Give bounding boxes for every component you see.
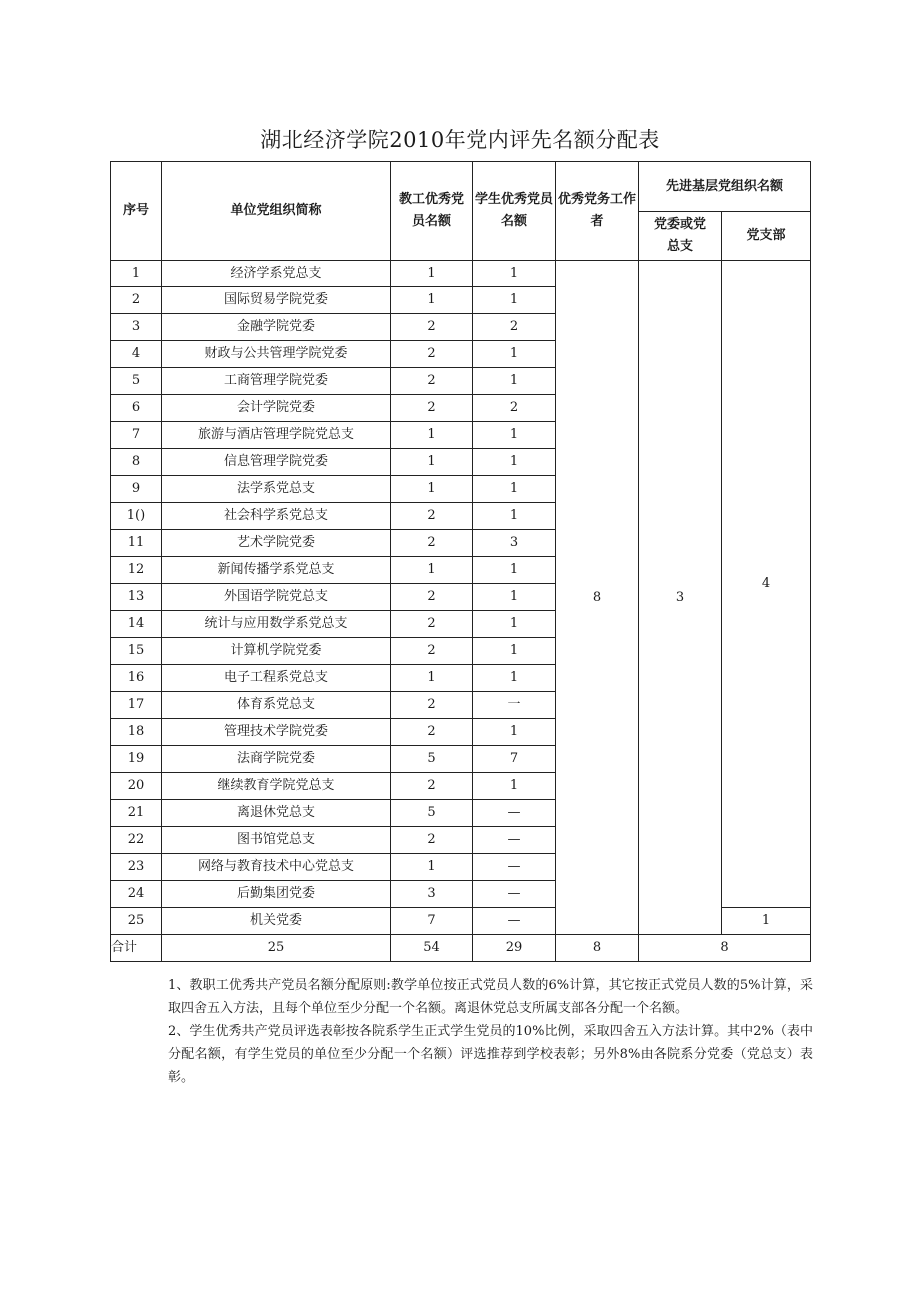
cell-unit: 经济学系党总支 xyxy=(162,261,391,287)
cell-faculty: 1 xyxy=(391,557,473,584)
cell-seq: 22 xyxy=(111,827,162,854)
cell-unit: 信息管理学院党委 xyxy=(162,449,391,476)
cell-student: 1 xyxy=(473,638,556,665)
cell-student: 1 xyxy=(473,665,556,692)
cell-faculty: 1 xyxy=(391,422,473,449)
total-advanced: 8 xyxy=(639,935,811,962)
total-worker: 8 xyxy=(556,935,639,962)
cell-unit: 法商学院党委 xyxy=(162,746,391,773)
cell-faculty: 3 xyxy=(391,881,473,908)
cell-seq: 23 xyxy=(111,854,162,881)
cell-seq: 3 xyxy=(111,314,162,341)
cell-seq: 2 xyxy=(111,287,162,314)
cell-unit: 艺术学院党委 xyxy=(162,530,391,557)
cell-faculty: 2 xyxy=(391,368,473,395)
cell-faculty: 2 xyxy=(391,638,473,665)
cell-student: 3 xyxy=(473,530,556,557)
cell-unit: 旅游与酒店管理学院党总支 xyxy=(162,422,391,449)
total-faculty: 54 xyxy=(391,935,473,962)
total-student: 29 xyxy=(473,935,556,962)
cell-faculty: 2 xyxy=(391,395,473,422)
cell-unit: 体育系党总支 xyxy=(162,692,391,719)
allocation-table xyxy=(110,161,811,962)
cell-unit: 新闻传播学系党总支 xyxy=(162,557,391,584)
cell-faculty: 2 xyxy=(391,773,473,800)
cell-student: 1 xyxy=(473,422,556,449)
notes xyxy=(168,974,813,1089)
cell-seq: 12 xyxy=(111,557,162,584)
cell-faculty: 1 xyxy=(391,449,473,476)
cell-seq: 25 xyxy=(111,908,162,935)
header-committee xyxy=(639,212,722,261)
cell-student: 1 xyxy=(473,341,556,368)
cell-faculty: 1 xyxy=(391,476,473,503)
cell-seq: 18 xyxy=(111,719,162,746)
cell-seq: 11 xyxy=(111,530,162,557)
cell-worker-merged: 8 xyxy=(556,261,639,935)
cell-unit: 计算机学院党委 xyxy=(162,638,391,665)
header-worker-quota xyxy=(556,162,639,261)
header-seq: 序号 xyxy=(111,162,162,261)
header-student-text: 学生优秀党员名额 xyxy=(474,192,553,229)
header-faculty-text: 教工优秀党员名额 xyxy=(398,192,464,229)
page-title: 湖北经济学院2010年党内评先名额分配表 xyxy=(260,128,660,152)
cell-student: 1 xyxy=(473,503,556,530)
cell-faculty: 5 xyxy=(391,800,473,827)
cell-seq: 4 xyxy=(111,341,162,368)
header-branch: 党支部 xyxy=(722,212,811,261)
cell-faculty: 2 xyxy=(391,314,473,341)
cell-student: 1 xyxy=(473,368,556,395)
cell-faculty: 5 xyxy=(391,746,473,773)
table-row xyxy=(111,261,811,287)
cell-faculty: 2 xyxy=(391,719,473,746)
cell-faculty: 1 xyxy=(391,287,473,314)
cell-unit: 网络与教育技术中心党总支 xyxy=(162,854,391,881)
cell-unit: 外国语学院党总支 xyxy=(162,584,391,611)
cell-faculty: 7 xyxy=(391,908,473,935)
cell-seq: 9 xyxy=(111,476,162,503)
cell-student: — xyxy=(473,881,556,908)
cell-seq: 21 xyxy=(111,800,162,827)
cell-unit: 法学系党总支 xyxy=(162,476,391,503)
cell-faculty: 1 xyxy=(391,665,473,692)
cell-seq: 1() xyxy=(111,503,162,530)
cell-faculty: 2 xyxy=(391,341,473,368)
cell-faculty: 1 xyxy=(391,854,473,881)
cell-faculty: 1 xyxy=(391,261,473,287)
cell-unit: 统计与应用数学系党总支 xyxy=(162,611,391,638)
cell-seq: 5 xyxy=(111,368,162,395)
cell-faculty: 2 xyxy=(391,584,473,611)
cell-student: 1 xyxy=(473,261,556,287)
cell-unit: 后勤集团党委 xyxy=(162,881,391,908)
cell-student: 一 xyxy=(473,692,556,719)
cell-unit: 金融学院党委 xyxy=(162,314,391,341)
note-1: 1、教职工优秀共产党员名额分配原则:教学单位按正式党员人数的6%计算，其它按正式党员人数的5%计算，采取四舍五入方法，且每个单位至少分配一个名额。离退休党总支所属支部各分配一个名额。 xyxy=(168,978,813,1016)
cell-student: 1 xyxy=(473,476,556,503)
cell-student: — xyxy=(473,827,556,854)
cell-student: 2 xyxy=(473,314,556,341)
cell-unit: 会计学院党委 xyxy=(162,395,391,422)
cell-seq: 14 xyxy=(111,611,162,638)
header-student-quota xyxy=(473,162,556,261)
cell-seq: 8 xyxy=(111,449,162,476)
cell-unit: 国际贸易学院党委 xyxy=(162,287,391,314)
cell-seq: 19 xyxy=(111,746,162,773)
total-row xyxy=(111,935,811,962)
cell-student: — xyxy=(473,908,556,935)
cell-faculty: 2 xyxy=(391,692,473,719)
cell-unit: 财政与公共管理学院党委 xyxy=(162,341,391,368)
total-units: 25 xyxy=(162,935,391,962)
cell-committee-merged: 3 xyxy=(639,261,722,935)
header-worker-text: 优秀党务工作者 xyxy=(557,192,636,229)
cell-seq: 13 xyxy=(111,584,162,611)
cell-seq: 17 xyxy=(111,692,162,719)
cell-student: — xyxy=(473,854,556,881)
cell-unit: 继续教育学院党总支 xyxy=(162,773,391,800)
total-label: 合计 xyxy=(111,935,162,962)
cell-unit: 离退休党总支 xyxy=(162,800,391,827)
cell-student: 2 xyxy=(473,395,556,422)
note-2: 2、学生优秀共产党员评选表彰按各院系学生正式学生党员的10%比例，采取四舍五入方法计算。其中2%（表中分配名额，有学生党员的单位至少分配一个名额）评选推荐到学校表彰；另外8%由各院系分党委（党总支）表彰。 xyxy=(168,1024,813,1085)
cell-unit: 管理技术学院党委 xyxy=(162,719,391,746)
cell-student: 1 xyxy=(473,287,556,314)
cell-student: 1 xyxy=(473,557,556,584)
cell-seq: 20 xyxy=(111,773,162,800)
cell-unit: 工商管理学院党委 xyxy=(162,368,391,395)
cell-branch-merged: 4 xyxy=(722,261,811,908)
cell-unit: 图书馆党总支 xyxy=(162,827,391,854)
cell-student: 1 xyxy=(473,584,556,611)
cell-seq: 16 xyxy=(111,665,162,692)
cell-student: 1 xyxy=(473,611,556,638)
header-committee-text: 党委或党总支 xyxy=(653,217,706,254)
cell-student: 7 xyxy=(473,746,556,773)
cell-seq: 7 xyxy=(111,422,162,449)
header-advanced-org: 先进基层党组织名额 xyxy=(639,162,811,212)
cell-unit: 电子工程系党总支 xyxy=(162,665,391,692)
cell-student: 1 xyxy=(473,719,556,746)
cell-seq: 24 xyxy=(111,881,162,908)
cell-seq: 6 xyxy=(111,395,162,422)
cell-unit: 社会科学系党总支 xyxy=(162,503,391,530)
cell-student: 1 xyxy=(473,773,556,800)
header-faculty-quota xyxy=(391,162,473,261)
cell-faculty: 2 xyxy=(391,611,473,638)
cell-faculty: 2 xyxy=(391,827,473,854)
cell-seq: 1 xyxy=(111,261,162,287)
cell-student: 1 xyxy=(473,449,556,476)
cell-faculty: 2 xyxy=(391,503,473,530)
cell-unit: 机关党委 xyxy=(162,908,391,935)
header-unit: 单位党组织简称 xyxy=(162,162,391,261)
cell-seq: 15 xyxy=(111,638,162,665)
cell-student: — xyxy=(473,800,556,827)
cell-branch-last: 1 xyxy=(722,908,811,935)
cell-faculty: 2 xyxy=(391,530,473,557)
